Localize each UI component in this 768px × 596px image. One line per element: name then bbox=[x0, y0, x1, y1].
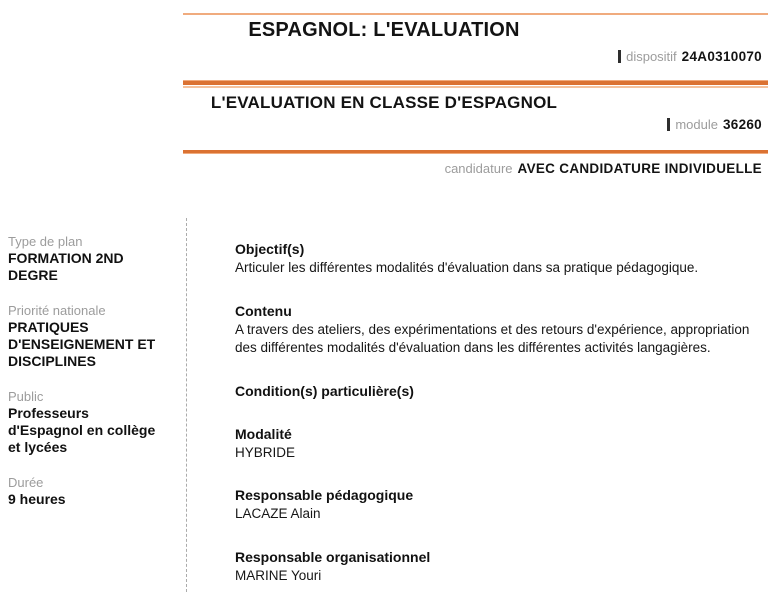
sidebar-item-type-de-plan bbox=[8, 233, 158, 284]
candidature-line bbox=[445, 161, 762, 176]
section-responsable-organisationnel bbox=[235, 548, 768, 586]
divider-mid bbox=[183, 150, 768, 154]
vertical-bar-icon bbox=[667, 118, 670, 131]
section-heading: Objectif(s) bbox=[235, 241, 305, 257]
sidebar-item-public bbox=[8, 388, 158, 456]
section-body: MARINE Youri bbox=[235, 567, 322, 583]
field-value: 9 heures bbox=[8, 491, 66, 507]
module-value: 36260 bbox=[722, 117, 762, 132]
dispositif-value: 24A0310070 bbox=[681, 49, 762, 64]
field-value: FORMATION 2ND DEGRE bbox=[8, 250, 124, 283]
sidebar bbox=[8, 233, 158, 526]
vertical-bar-icon bbox=[618, 50, 621, 63]
divider-thick bbox=[183, 80, 768, 88]
dispositif-line bbox=[618, 49, 762, 64]
module-label: module bbox=[675, 117, 718, 132]
section-contenu bbox=[235, 302, 768, 358]
section-objectifs bbox=[235, 240, 768, 278]
section-conditions bbox=[235, 382, 768, 401]
candidature-label: candidature bbox=[444, 161, 513, 176]
section-heading: Responsable organisationnel bbox=[235, 548, 431, 565]
module-line bbox=[667, 117, 762, 132]
sidebar-item-duree bbox=[8, 474, 158, 508]
section-heading: Responsable pédagogique bbox=[235, 487, 414, 503]
dispositif-label: dispositif bbox=[626, 49, 677, 64]
section-body: A travers des ateliers, des expérimentations et des retours d'expérience, appropriation des différentes modalités d'évaluation dans les différentes activités langagières. bbox=[235, 321, 750, 355]
field-value: PRATIQUES D'ENSEIGNEMENT ET DISCIPLINES bbox=[8, 319, 156, 369]
dispositif-title: ESPAGNOL: L'EVALUATION bbox=[248, 19, 520, 41]
field-label: Public bbox=[8, 389, 44, 404]
section-modalite bbox=[235, 425, 768, 463]
field-label: Priorité nationale bbox=[8, 303, 106, 318]
module-title: L'EVALUATION EN CLASSE D'ESPAGNOL bbox=[210, 93, 558, 112]
field-value: Professeurs d'Espagnol en collège et lycées bbox=[8, 405, 156, 455]
section-heading: Modalité bbox=[235, 425, 292, 442]
section-responsable-pedagogique bbox=[235, 486, 768, 524]
section-heading: Contenu bbox=[235, 302, 292, 319]
section-body: LACAZE Alain bbox=[235, 506, 321, 521]
section-heading: Condition(s) particulière(s) bbox=[235, 382, 414, 399]
field-label: Type de plan bbox=[8, 234, 83, 249]
divider-top bbox=[183, 13, 768, 15]
section-body: HYBRIDE bbox=[235, 444, 296, 460]
course-details bbox=[235, 240, 768, 596]
candidature-value: AVEC CANDIDATURE INDIVIDUELLE bbox=[517, 161, 762, 176]
sidebar-item-priorite-nationale bbox=[8, 302, 158, 370]
column-divider bbox=[186, 218, 187, 592]
section-body: Articuler les différentes modalités d'évaluation dans sa pratique pédagogique. bbox=[235, 260, 699, 275]
field-label: Durée bbox=[8, 475, 44, 490]
